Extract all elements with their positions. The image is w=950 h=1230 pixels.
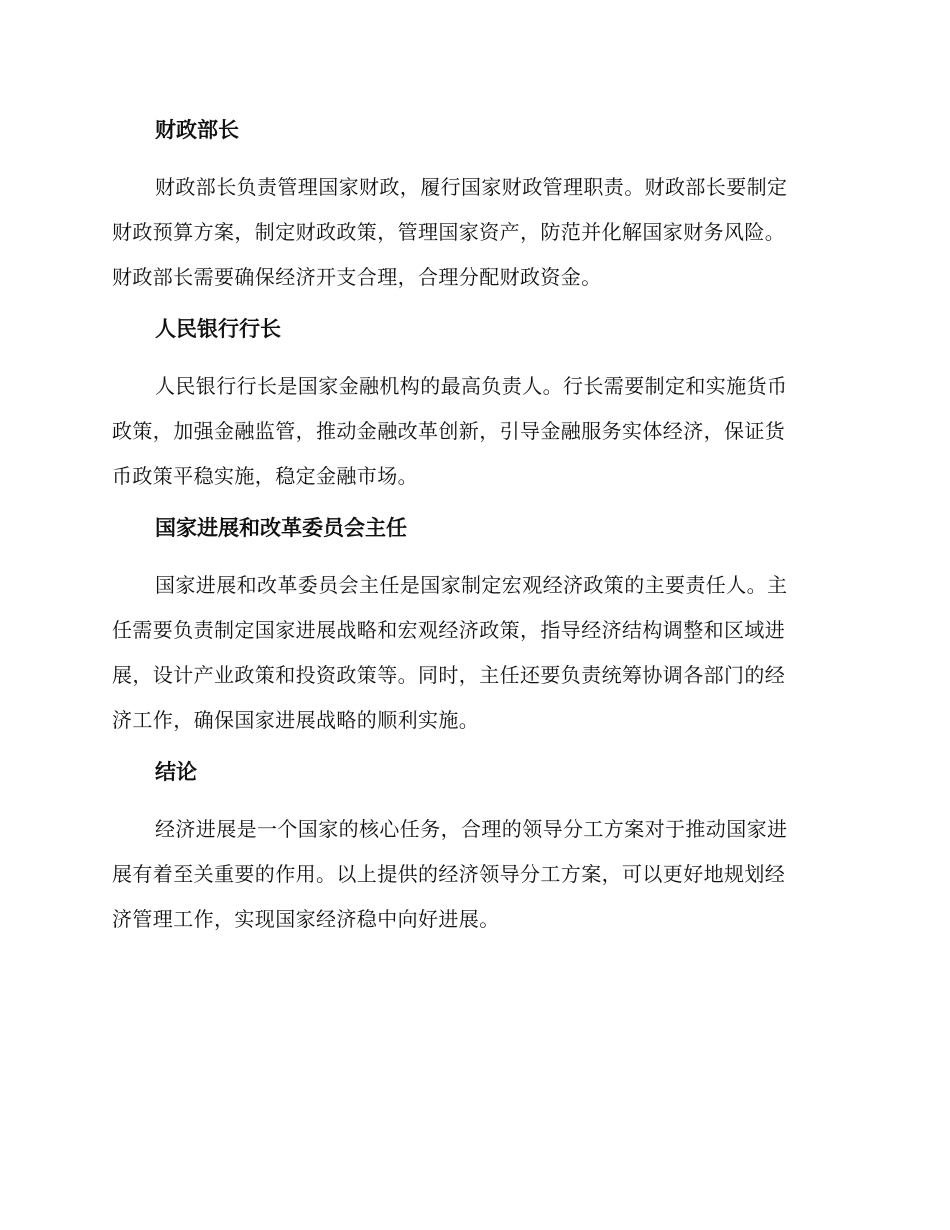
paragraph-line: 展有着至关重要的作用。以上提供的经济领导分工方案，可以更好地规划经 [112,862,786,886]
paragraph-line: 济管理工作，实现国家经济稳中向好进展。 [112,907,500,931]
paragraph-line: 财政预算方案，制定财政政策，管理国家资产，防范并化解国家财务风险。 [112,220,786,244]
paragraph-line: 经济进展是一个国家的核心任务，合理的领导分工方案对于推动国家进 [155,817,788,841]
section-heading-ndrc-director: 国家进展和改革委员会主任 [155,516,407,540]
paragraph-line: 人民银行行长是国家金融机构的最高负责人。行长需要制定和实施货币 [155,374,788,398]
paragraph-line: 政策，加强金融监管，推动金融改革创新，引导金融服务实体经济，保证货 [112,419,786,443]
paragraph-line: 济工作，确保国家进展战略的顺利实施。 [112,708,480,732]
paragraph-line: 国家进展和改革委员会主任是国家制定宏观经济政策的主要责任人。主 [155,573,788,597]
paragraph-line: 币政策平稳实施，稳定金融市场。 [112,464,418,488]
paragraph-line: 展，设计产业政策和投资政策等。同时，主任还要负责统筹协调各部门的经 [112,663,786,687]
section-heading-conclusion: 结论 [155,760,197,784]
section-heading-finance-minister: 财政部长 [155,118,239,142]
paragraph-line: 财政部长需要确保经济开支合理，合理分配财政资金。 [112,265,602,289]
section-paragraph-conclusion [112,807,834,942]
paragraph-line: 任需要负责制定国家进展战略和宏观经济政策，指导经济结构调整和区域进 [112,618,786,642]
section-heading-central-bank-governor: 人民银行行长 [155,317,281,341]
section-paragraph-central-bank-governor [112,364,834,499]
section-paragraph-finance-minister [112,165,834,300]
section-paragraph-ndrc-director [112,563,834,743]
document-body [112,112,834,953]
paragraph-line: 财政部长负责管理国家财政，履行国家财政管理职责。财政部长要制定 [155,175,788,199]
